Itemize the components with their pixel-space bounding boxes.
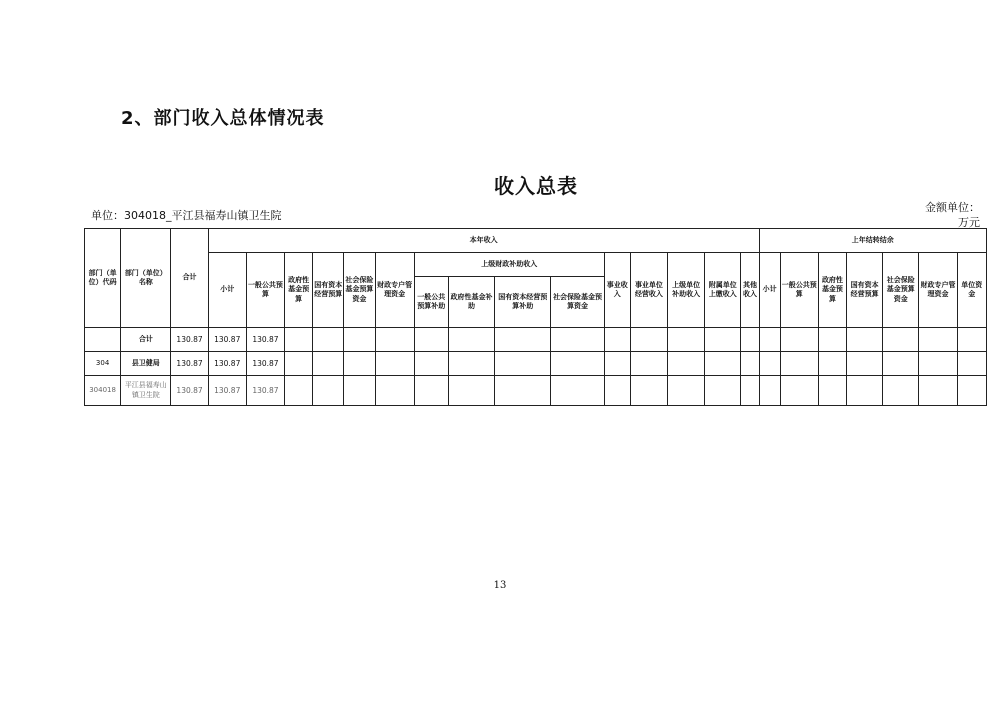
section-heading: 2、部门收入总体情况表 xyxy=(121,108,325,129)
header-dept-name: 部门（单位）名称 xyxy=(121,229,171,328)
cell-total: 130.87 xyxy=(171,352,208,376)
cell-name: 合计 xyxy=(121,328,171,352)
header-subtotal: 小计 xyxy=(208,253,246,328)
header-state-capital: 国有资本经营预算 xyxy=(313,253,344,328)
header-business-operation: 事业单位经营收入 xyxy=(630,253,667,328)
cell-code xyxy=(85,328,121,352)
header-dept-code: 部门（单位）代码 xyxy=(85,229,121,328)
amount-unit-label xyxy=(925,200,980,230)
table-row xyxy=(85,376,987,406)
income-table xyxy=(84,228,987,406)
header-sub-gov-fund: 政府性基金补助 xyxy=(448,277,494,328)
cell-general-budget: 130.87 xyxy=(246,376,284,406)
header-prev-social-insurance: 社会保险基金预算资金 xyxy=(883,253,919,328)
header-sub-social-insurance: 社会保险基金预算资金 xyxy=(551,277,604,328)
cell-name: 县卫健局 xyxy=(121,352,171,376)
header-affiliated-unit: 附属单位上缴收入 xyxy=(705,253,741,328)
header-prev-fiscal-special: 财政专户管理资金 xyxy=(919,253,957,328)
header-prev-general: 一般公共预算 xyxy=(780,253,818,328)
table-row xyxy=(85,328,987,352)
header-business-income: 事业收入 xyxy=(604,253,630,328)
header-prev-year: 上年结转结余 xyxy=(759,229,986,253)
cell-code: 304 xyxy=(85,352,121,376)
header-upper-subsidy: 上级财政补助收入 xyxy=(414,253,604,277)
header-prev-subtotal: 小计 xyxy=(759,253,780,328)
header-prev-state-capital: 国有资本经营预算 xyxy=(847,253,883,328)
header-prev-unit-funds: 单位资金 xyxy=(957,253,986,328)
amount-unit-value: 万元 xyxy=(958,216,980,229)
amount-unit-caption: 金额单位： xyxy=(925,201,980,214)
header-total: 合计 xyxy=(171,229,208,328)
cell-name: 平江县福寿山镇卫生院 xyxy=(121,376,171,406)
header-general-budget: 一般公共预算 xyxy=(246,253,284,328)
header-sub-general: 一般公共预算补助 xyxy=(414,277,448,328)
page-title: 收入总表 xyxy=(494,174,578,198)
header-row-1 xyxy=(85,229,987,253)
header-this-year: 本年收入 xyxy=(208,229,759,253)
header-sub-state-capital: 国有资本经营预算补助 xyxy=(495,277,551,328)
header-fiscal-special: 财政专户管理资金 xyxy=(375,253,414,328)
cell-subtotal: 130.87 xyxy=(208,376,246,406)
cell-total: 130.87 xyxy=(171,328,208,352)
cell-general-budget: 130.87 xyxy=(246,328,284,352)
cell-subtotal: 130.87 xyxy=(208,352,246,376)
header-row-2 xyxy=(85,253,987,277)
unit-label: 单位：304018_平江县福寿山镇卫生院 xyxy=(91,209,282,222)
header-other-income: 其他收入 xyxy=(741,253,759,328)
header-upper-unit-subsidy: 上级单位补助收入 xyxy=(668,253,705,328)
header-social-insurance: 社会保险基金预算资金 xyxy=(344,253,375,328)
header-gov-fund: 政府性基金预算 xyxy=(285,253,313,328)
cell-total: 130.87 xyxy=(171,376,208,406)
page-number: 13 xyxy=(493,580,507,591)
cell-subtotal: 130.87 xyxy=(208,328,246,352)
header-prev-gov-fund: 政府性基金预算 xyxy=(818,253,846,328)
cell-general-budget: 130.87 xyxy=(246,352,284,376)
cell-code: 304018 xyxy=(85,376,121,406)
table-row xyxy=(85,352,987,376)
